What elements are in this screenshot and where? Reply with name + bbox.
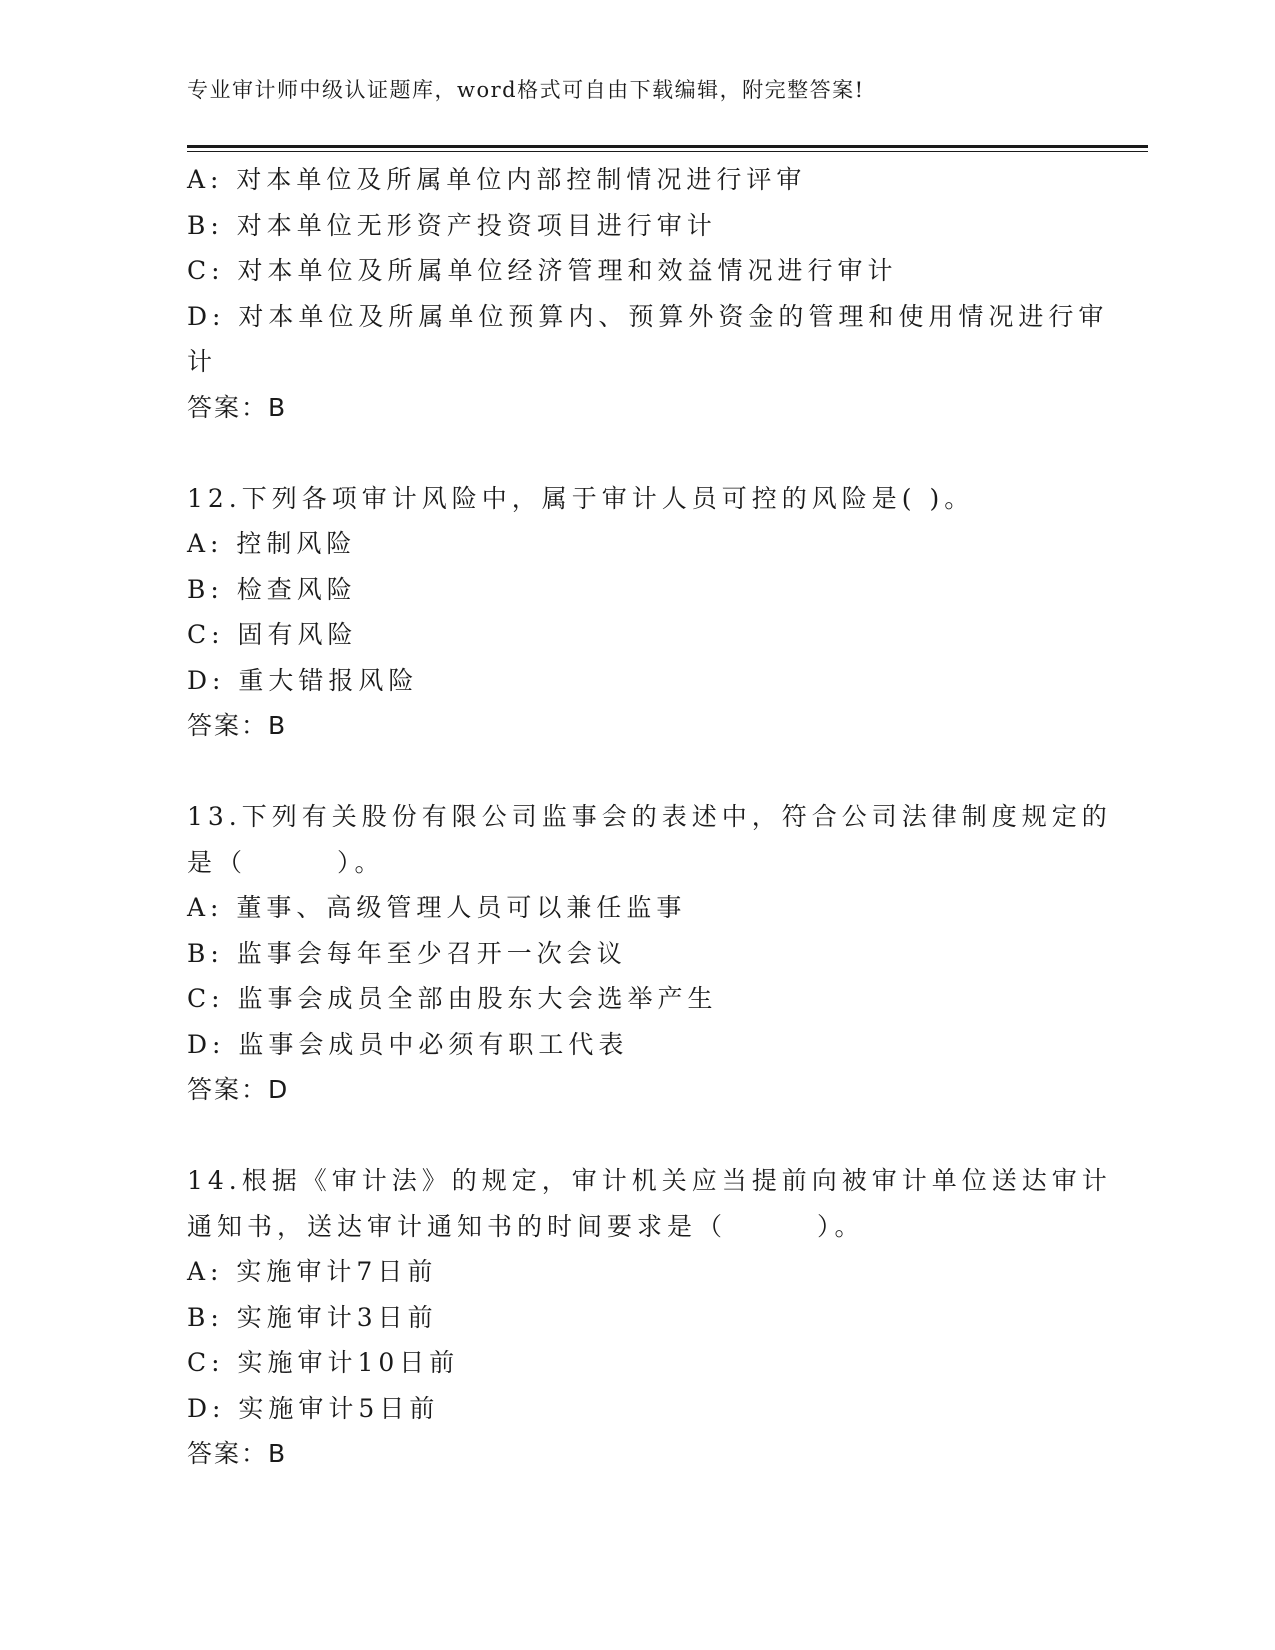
option-a: A: 董事、高级管理人员可以兼任监事	[187, 893, 687, 922]
option-a: A: 实施审计7日前	[187, 1257, 438, 1286]
answer: 答案：D	[187, 1075, 290, 1104]
option-d: D: 对本单位及所属单位预算内、预算外资金的管理和使用情况进行审	[187, 301, 1109, 331]
spacer	[187, 749, 1087, 795]
option-a: A: 对本单位及所属单位内部控制情况进行评审	[187, 165, 807, 194]
question-11	[187, 157, 1109, 430]
question-14	[187, 1158, 1112, 1477]
header-rule-thin	[187, 151, 1148, 152]
question-12	[187, 476, 1087, 749]
option-a: A: 控制风险	[187, 529, 357, 558]
question-list	[187, 157, 1112, 1477]
option-b: B: 对本单位无形资产投资项目进行审计	[187, 210, 717, 240]
question-stem: 14.根据《审计法》的规定，审计机关应当提前向被审计单位送达审计	[187, 1166, 1112, 1195]
question-stem: 13.下列有关股份有限公司监事会的表述中，符合公司法律制度规定的	[187, 802, 1112, 831]
option-d: D: 重大错报风险	[187, 665, 419, 695]
option-b: B: 检查风险	[187, 574, 357, 604]
page-header: 专业审计师中级认证题库，word格式可自由下载编辑，附完整答案!	[187, 78, 865, 102]
spacer	[187, 1113, 1087, 1159]
header-rule-thick	[187, 145, 1148, 148]
question-stem-continued: 是（ ）。	[187, 847, 385, 877]
option-c: C: 对本单位及所属单位经济管理和效益情况进行审计	[187, 256, 898, 285]
option-c: C: 监事会成员全部由股东大会选举产生	[187, 984, 718, 1013]
question-stem-continued: 通知书，送达审计通知书的时间要求是（ ）。	[187, 1211, 865, 1241]
option-b: B: 实施审计3日前	[187, 1302, 438, 1332]
answer: 答案：B	[187, 711, 288, 740]
question-13	[187, 794, 1112, 1113]
option-b: B: 监事会每年至少召开一次会议	[187, 938, 627, 968]
answer: 答案：B	[187, 1439, 288, 1468]
option-d: D: 实施审计5日前	[187, 1393, 440, 1423]
option-d: D: 监事会成员中必须有职工代表	[187, 1029, 629, 1059]
question-stem: 12.下列各项审计风险中，属于审计人员可控的风险是( )。	[187, 483, 975, 513]
option-c: C: 实施审计10日前	[187, 1348, 460, 1377]
spacer	[187, 430, 1087, 476]
answer: 答案：B	[187, 392, 288, 422]
option-d-continued: 计	[187, 347, 218, 376]
option-c: C: 固有风险	[187, 620, 358, 649]
